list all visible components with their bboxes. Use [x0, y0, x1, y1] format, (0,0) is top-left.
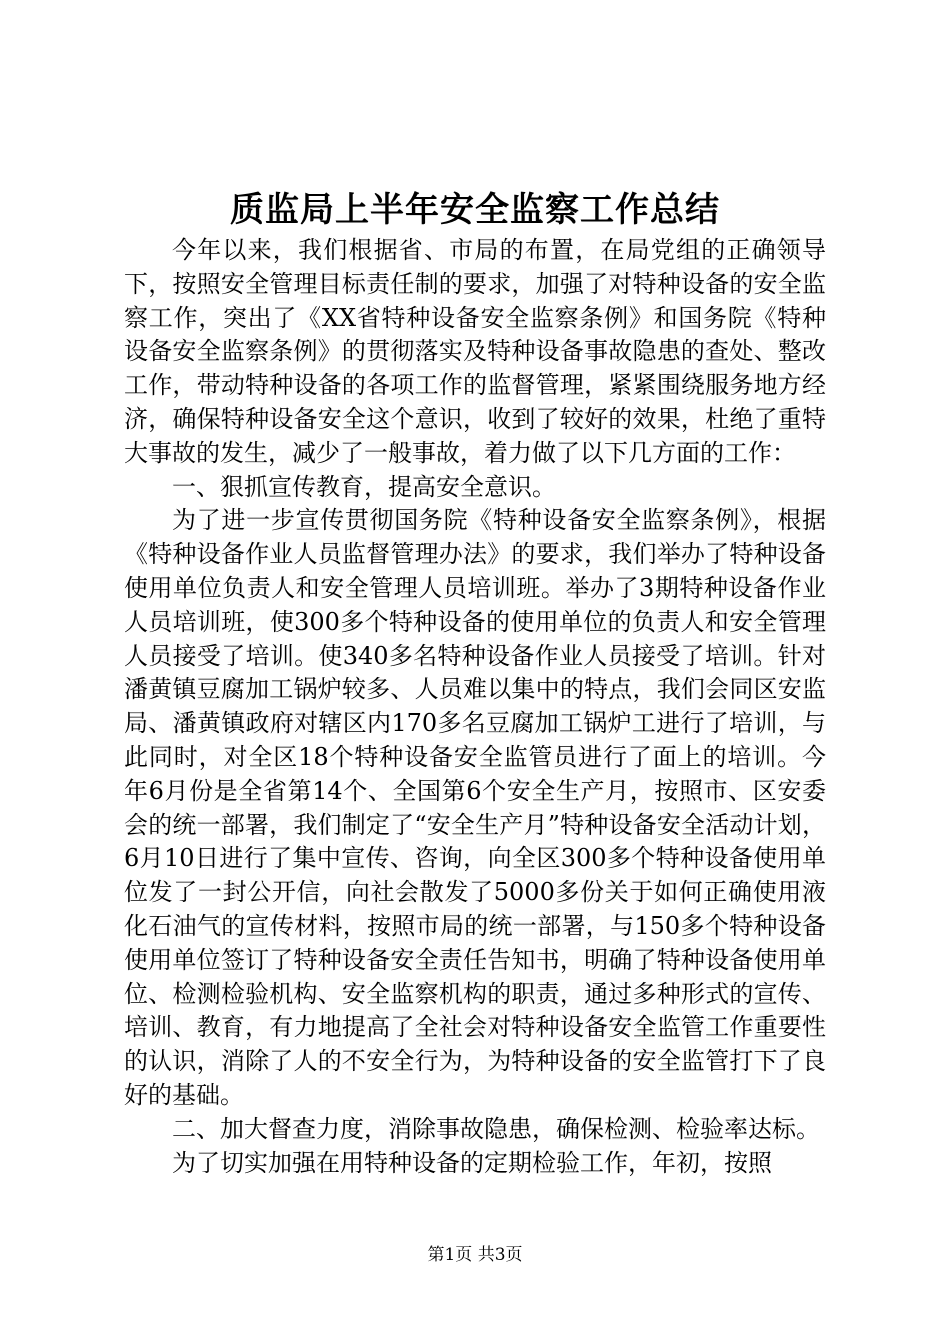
page-footer: 第1页 共3页: [427, 1245, 523, 1265]
section-1-paragraph: 为了进一步宣传贯彻国务院《特种设备安全监察条例》，根据《特种设备作业人员监督管理办法》的要求，我们举办了特种设备使用单位负责人和安全管理人员培训班。举办了3期特种设备作业人员培训班，使300多个特种设备的使用单位的负责人和安全管理人员接受了培训。使340多名特种设备作业人员接受了培训。针对潘黄镇豆腐加工锅炉较多、人员难以集中的特点，我们会同区安监局、潘黄镇政府对辖区内170多名豆腐加工锅炉工进行了培训，与此同时，对全区18个特种设备安全监管员进行了面上的培训。今年6月份是全省第14个、全国第6个安全生产月，按照市、区安委会的统一部署，我们制定了“安全生产月”特种设备安全活动计划，6月10日进行了集中宣传、咨询，向全区300多个特种设备使用单位发了一封公开信，向社会散发了5000多份关于如何正确使用液化石油气的宣传材料，按照市局的统一部署，与150多个特种设备使用单位签订了特种设备安全责任告知书，明确了特种设备使用单位、检测检验机构、安全监察机构的职责，通过多种形式的宣传、培训、教育，有力地提高了全社会对特种设备安全监管工作重要性的认识，消除了人的不安全行为，为特种设备的安全监管打下了良好的基础。: [124, 506, 826, 1109]
section-heading-2: 二、加大督查力度，消除事故隐患，确保检测、检验率达标。: [172, 1114, 820, 1143]
intro-paragraph: 今年以来，我们根据省、市局的布置，在局党组的正确领导下，按照安全管理目标责任制的要求，加强了对特种设备的安全监察工作，突出了《XX省特种设备安全监察条例》和国务院《特种设备安全监察条例》的贯彻落实及特种设备事故隐患的查处、整改工作，带动特种设备的各项工作的监督管理，紧紧围绕服务地方经济，确保特种设备安全这个意识，收到了较好的效果，杜绝了重特大事故的发生，减少了一般事故，着力做了以下几方面的工作：: [124, 236, 826, 467]
section-2-paragraph: 为了切实加强在用特种设备的定期检验工作，年初，按照: [172, 1148, 772, 1177]
document-body: [124, 234, 826, 1180]
section-heading-1: 一、狠抓宣传教育，提高安全意识。: [172, 472, 556, 501]
document-title: 质监局上半年安全监察工作总结: [230, 190, 720, 230]
